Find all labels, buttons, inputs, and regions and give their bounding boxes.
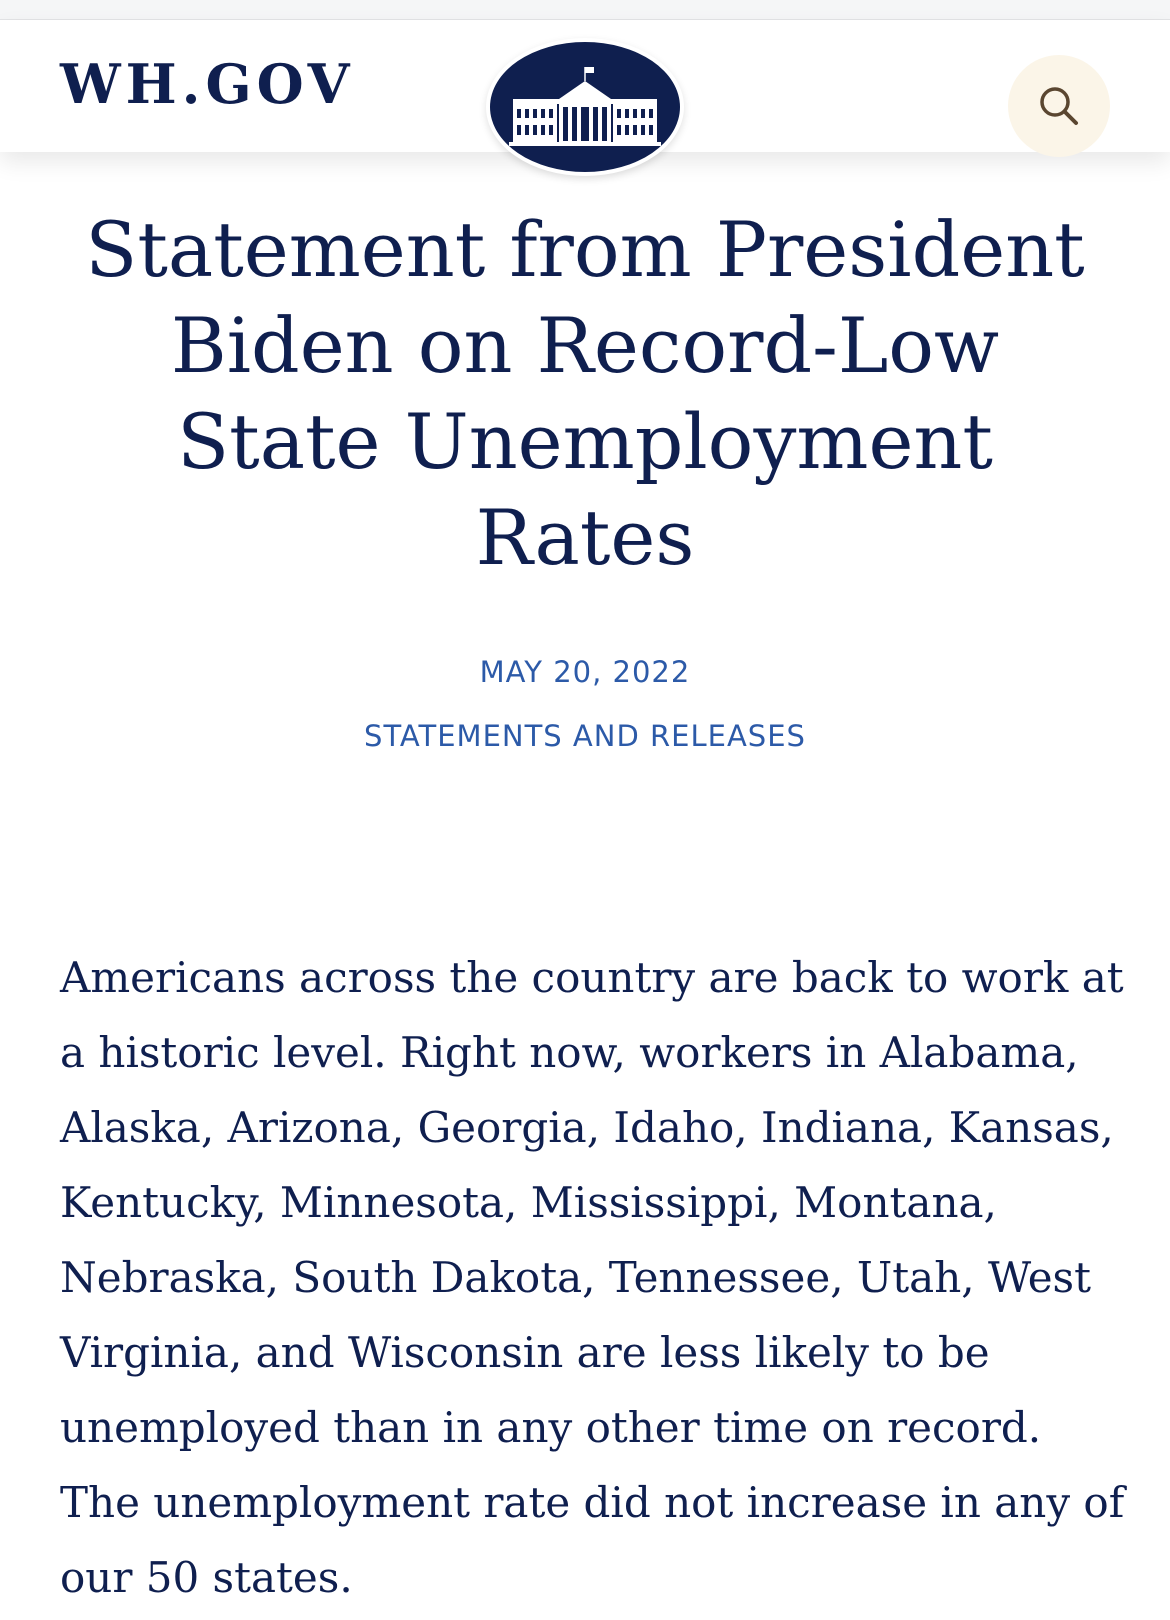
browser-top-strip bbox=[0, 0, 1170, 20]
page-title: Statement from President Biden on Record-Low State Unemployment Rates bbox=[85, 205, 1085, 582]
white-house-seal-icon bbox=[505, 59, 665, 155]
white-house-seal-link[interactable] bbox=[486, 38, 684, 176]
publish-date[interactable]: MAY 20, 2022 bbox=[479, 655, 691, 689]
category-link[interactable]: STATEMENTS AND RELEASES bbox=[364, 719, 806, 753]
search-button[interactable] bbox=[1008, 55, 1110, 157]
article-body-paragraph: Americans across the country are back to work at a historic level. Right now, workers in Alabama, Alaska, Arizona, Georgia, Idaho, Indiana, Kansas, Kentucky, Minnesota, Mississippi, Montana, Nebraska, South Dakota, Tennessee, Utah, West Virginia, and Wisconsin are less likely to be unemployed than in any other time on record. The unemployment rate did not increase in any of our 50 states. bbox=[60, 953, 1125, 1602]
site-name-link[interactable]: WH.GOV bbox=[60, 52, 355, 116]
search-icon bbox=[1037, 84, 1081, 128]
